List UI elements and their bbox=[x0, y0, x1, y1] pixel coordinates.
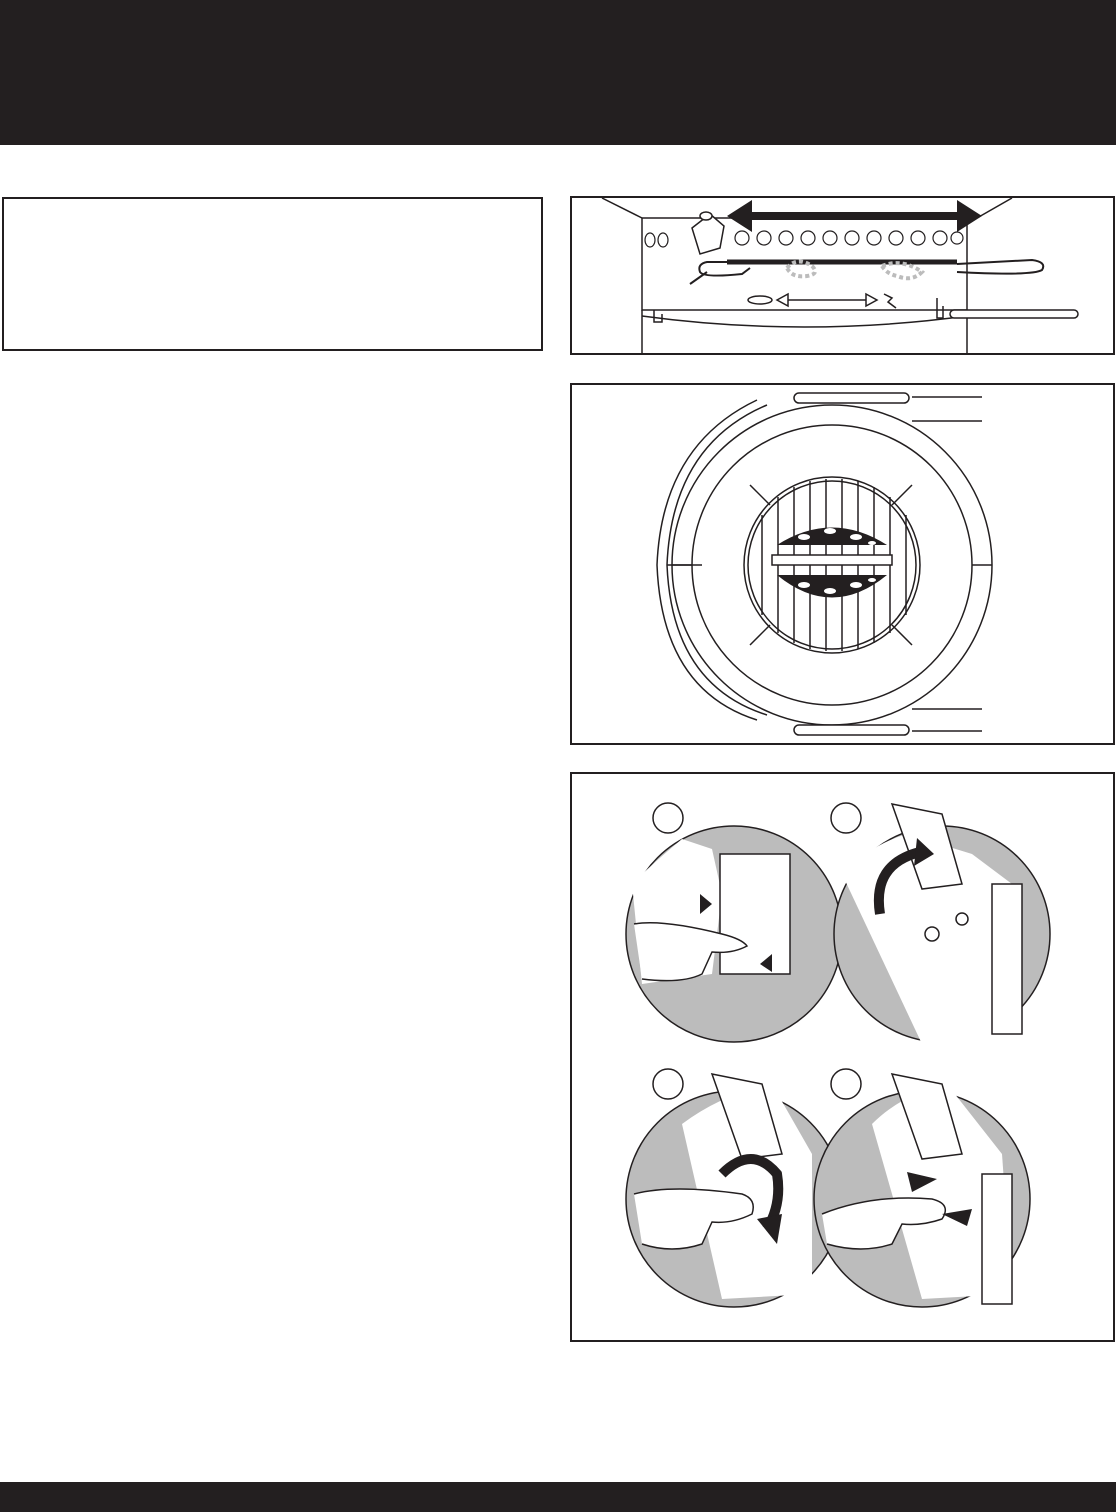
port-holes bbox=[645, 231, 963, 247]
double-arrow-icon bbox=[727, 200, 982, 232]
step-3-badge bbox=[653, 1069, 683, 1099]
ignition-steps-illustration bbox=[572, 774, 1113, 1340]
step-2-panel bbox=[831, 803, 1050, 1044]
figure-burner-adjustment bbox=[570, 196, 1115, 355]
step-4-panel bbox=[814, 1069, 1030, 1307]
grill-top-view-illustration bbox=[572, 385, 1113, 743]
figure-ignition-steps bbox=[570, 772, 1115, 1342]
footer-bar bbox=[0, 1482, 1116, 1512]
ignition-knob-icon bbox=[925, 927, 939, 941]
side-shelf bbox=[667, 405, 767, 715]
figure-grill-top-view bbox=[570, 383, 1115, 745]
step-1-panel bbox=[626, 803, 842, 1042]
spark-icon bbox=[777, 294, 896, 308]
rod-icon bbox=[950, 310, 1078, 318]
step-3-panel bbox=[626, 1069, 842, 1307]
burner-adjustment-illustration bbox=[572, 198, 1113, 353]
step-1-badge bbox=[653, 803, 683, 833]
step-4-badge bbox=[831, 1069, 861, 1099]
note-box bbox=[2, 197, 543, 351]
header-bar bbox=[0, 0, 1116, 145]
step-2-badge bbox=[831, 803, 861, 833]
